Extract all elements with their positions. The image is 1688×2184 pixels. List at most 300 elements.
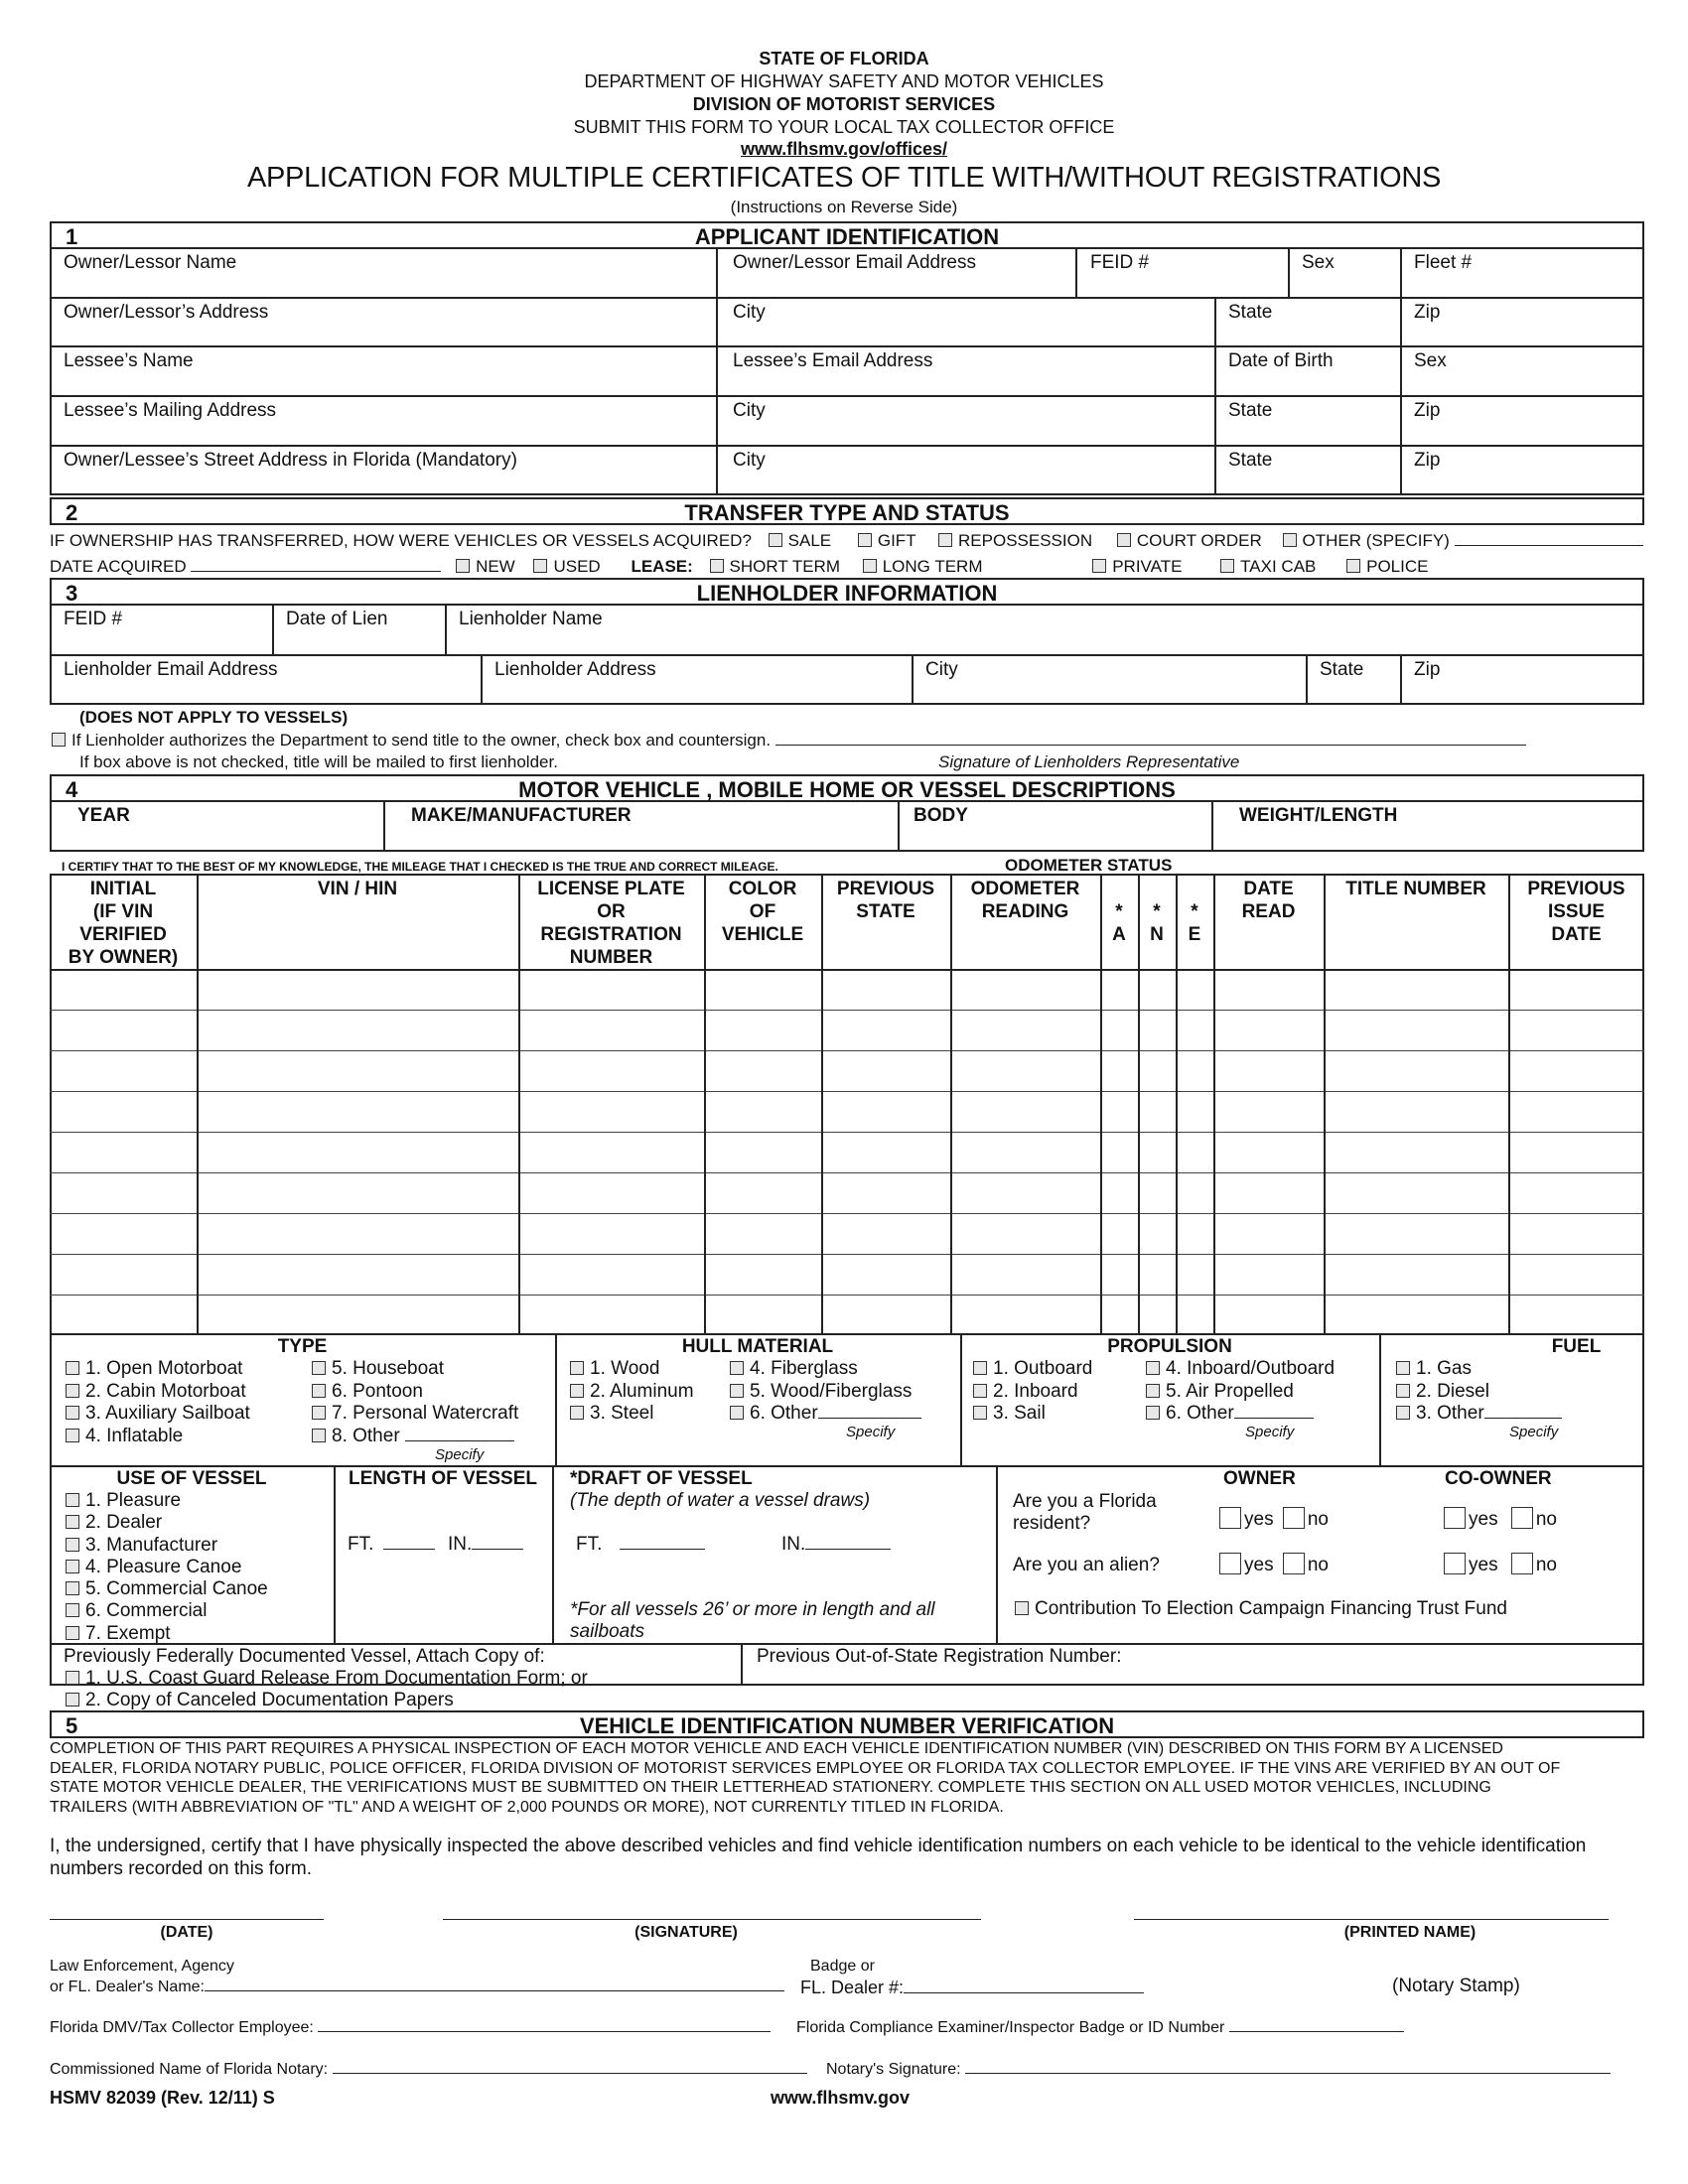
checkbox[interactable] xyxy=(66,1581,79,1595)
form-subtitle: (Instructions on Reverse Side) xyxy=(730,198,958,216)
use-option[interactable] xyxy=(66,1600,268,1622)
propulsion-specify-caption: Specify xyxy=(1245,1424,1295,1440)
printed-name-line[interactable] xyxy=(1134,1919,1609,1920)
owner-alien-options xyxy=(1219,1553,1329,1576)
florida-resident-question xyxy=(1013,1491,1157,1535)
police-checkbox[interactable] xyxy=(1346,559,1360,573)
checkbox[interactable] xyxy=(1146,1361,1160,1375)
type-option[interactable] xyxy=(66,1358,250,1381)
owner-alien-yes-checkbox[interactable] xyxy=(1219,1553,1241,1574)
propulsion-option[interactable] xyxy=(1146,1381,1335,1404)
coowner-resident-yes-checkbox[interactable] xyxy=(1444,1507,1466,1529)
col-text: PREVIOUS xyxy=(836,879,935,899)
propulsion-list-right xyxy=(1146,1358,1335,1426)
col-text: OR xyxy=(597,901,626,922)
fuel-specify-caption: Specify xyxy=(1509,1424,1559,1440)
draft-heading: *DRAFT OF VESSEL xyxy=(570,1468,753,1489)
checkbox[interactable] xyxy=(66,1671,79,1685)
hull-option[interactable] xyxy=(730,1358,921,1381)
propulsion-option[interactable] xyxy=(973,1403,1092,1426)
option-label: 5. Wood/Fiberglass xyxy=(750,1380,913,1402)
notary-signature-row xyxy=(826,2061,1611,2079)
coowner-resident-options xyxy=(1444,1507,1557,1531)
fuel-option[interactable] xyxy=(1396,1381,1562,1404)
taxi-cab-label: TAXI CAB xyxy=(1240,557,1317,576)
section-5-header xyxy=(50,1710,1644,1738)
used-label: USED xyxy=(553,557,601,576)
checkbox[interactable] xyxy=(730,1406,744,1420)
other-label: OTHER (SPECIFY) xyxy=(1302,531,1450,550)
col-text: PREVIOUS xyxy=(1527,879,1625,899)
owner-feid-field[interactable]: FEID # xyxy=(1090,252,1150,273)
col-text: N xyxy=(1150,924,1164,945)
col-text: VEHICLE xyxy=(721,924,804,945)
checkbox[interactable] xyxy=(312,1361,326,1375)
law-enforcement-label: Law Enforcement, Agency xyxy=(50,1958,234,1975)
dmv-employee-row xyxy=(50,2019,771,2037)
col-text: READING xyxy=(981,901,1069,922)
weight-field[interactable]: WEIGHT/LENGTH xyxy=(1239,805,1398,826)
certify-statement xyxy=(50,1835,1586,1880)
co-owner-heading: CO-OWNER xyxy=(1445,1468,1552,1489)
col-text: DATE xyxy=(1243,879,1294,899)
option-label: 1. Outboard xyxy=(993,1358,1093,1379)
use-option[interactable] xyxy=(66,1512,268,1534)
signature-caption-s5: (SIGNATURE) xyxy=(634,1924,738,1941)
coowner-resident-no-checkbox[interactable] xyxy=(1511,1507,1533,1529)
alien-question: Are you an alien? xyxy=(1013,1555,1160,1575)
florida-street-field[interactable]: Owner/Lessee’s Street Address in Florida (Mandatory) xyxy=(64,450,517,471)
authorize-checkbox[interactable] xyxy=(52,733,66,747)
dealer-number-line[interactable] xyxy=(904,1992,1144,1993)
option-label: 1. Gas xyxy=(1416,1358,1472,1379)
lienholder-city-field[interactable]: City xyxy=(925,659,958,680)
header-department: DEPARTMENT OF HIGHWAY SAFETY AND MOTOR VEHICLES xyxy=(584,71,1104,91)
checkbox[interactable] xyxy=(1146,1406,1160,1420)
col-text: VIN / HIN xyxy=(317,879,398,899)
coowner-alien-yes-checkbox[interactable] xyxy=(1444,1553,1466,1574)
checkbox[interactable] xyxy=(66,1693,79,1706)
hull-other-line[interactable] xyxy=(818,1418,921,1419)
option-label: 1. U.S. Coast Guard Release From Documentation Form; or xyxy=(85,1668,588,1689)
paragraph-line: COMPLETION OF THIS PART REQUIRES A PHYSICAL INSPECTION OF EACH MOTOR VEHICLE AND EACH VEHICLE IDENTIFICATION NUMBER (VIN) DESCRIBED ON THIS FORM BY A LICENSED xyxy=(50,1740,1503,1757)
section-number: 5 xyxy=(66,1713,78,1738)
prev-registration-field[interactable]: Previous Out-of-State Registration Number: xyxy=(757,1646,1122,1667)
checkbox[interactable] xyxy=(973,1406,987,1420)
vehicle-detail-table xyxy=(50,874,1644,1335)
authorize-text: If Lienholder authorizes the Department to send title to the owner, check box and countersign. xyxy=(71,731,772,750)
hull-list-left xyxy=(570,1358,694,1426)
draft-ft-input[interactable] xyxy=(620,1549,705,1550)
option-label: 7. Personal Watercraft xyxy=(332,1403,519,1424)
length-ft-input[interactable] xyxy=(383,1549,435,1550)
acquired-question-text: IF OWNERSHIP HAS TRANSFERRED, HOW WERE VEHICLES OR VESSELS ACQUIRED? xyxy=(50,531,752,550)
private-checkbox[interactable] xyxy=(1092,559,1106,573)
lessee-city-field[interactable]: City xyxy=(733,400,766,421)
long-term-label: LONG TERM xyxy=(882,557,983,576)
propulsion-option[interactable] xyxy=(973,1381,1092,1404)
documented-list xyxy=(66,1668,588,1711)
col-plate xyxy=(518,878,704,969)
col-text: A xyxy=(1112,924,1126,945)
year-field[interactable]: YEAR xyxy=(77,805,130,826)
use-heading: USE OF VESSEL xyxy=(116,1468,267,1489)
coowner-alien-options xyxy=(1444,1553,1557,1576)
checkbox[interactable] xyxy=(312,1429,326,1442)
checkbox[interactable] xyxy=(1396,1406,1410,1420)
verification-paragraph xyxy=(50,1739,1560,1817)
short-term-checkbox[interactable] xyxy=(710,559,724,573)
notary-name-label: Commissioned Name of Florida Notary: xyxy=(50,2061,329,2078)
make-field[interactable]: MAKE/MANUFACTURER xyxy=(411,805,632,826)
new-label: NEW xyxy=(476,557,515,576)
lienholder-zip-field[interactable]: Zip xyxy=(1414,659,1441,680)
option-label: 4. Pleasure Canoe xyxy=(85,1556,242,1577)
col-text: ISSUE xyxy=(1547,901,1606,922)
option-label: 1. Open Motorboat xyxy=(85,1358,243,1379)
countersign-line[interactable] xyxy=(775,745,1526,746)
certify-line: I, the undersigned, certify that I have physically inspected the above described vehicles and find vehicle identification numbers on each vehicle to be identical to the vehicle identification xyxy=(50,1836,1587,1856)
option-label: 2. Diesel xyxy=(1416,1380,1489,1402)
section-title: TRANSFER TYPE AND STATUS xyxy=(684,500,1010,525)
owner-city-field[interactable]: City xyxy=(733,302,766,323)
draft-ft-label: FT. xyxy=(576,1534,603,1555)
vehicle-summary-grid xyxy=(50,800,1644,852)
lessee-mailing-field[interactable]: Lessee’s Mailing Address xyxy=(64,400,277,421)
option-label: 2. Copy of Canceled Documentation Papers xyxy=(85,1690,454,1710)
draft-fields xyxy=(576,1534,891,1556)
no-label: no xyxy=(1535,1555,1557,1575)
date-acquired-line[interactable] xyxy=(191,571,441,572)
checkbox[interactable] xyxy=(973,1384,987,1398)
owner-resident-yes-checkbox[interactable] xyxy=(1219,1507,1241,1529)
checkbox[interactable] xyxy=(66,1626,79,1640)
use-option[interactable] xyxy=(66,1578,268,1600)
footer-url[interactable]: www.flhsmv.gov xyxy=(771,2088,911,2108)
form-number: HSMV 82039 (Rev. 12/11) S xyxy=(50,2088,275,2108)
col-exempt xyxy=(1176,900,1213,946)
section-number: 4 xyxy=(66,777,78,802)
header-division: DIVISION OF MOTORIST SERVICES xyxy=(692,94,996,114)
compliance-row xyxy=(796,2019,1404,2037)
other-checkbox[interactable] xyxy=(1283,533,1297,547)
col-text: INITIAL xyxy=(89,879,157,899)
checkbox[interactable] xyxy=(66,1515,79,1529)
body-field[interactable]: BODY xyxy=(914,805,968,826)
option-label: 4. Inflatable xyxy=(85,1425,184,1446)
length-ft-label: FT. xyxy=(348,1534,374,1555)
lessee-name-field[interactable]: Lessee’s Name xyxy=(64,350,194,371)
option-label: 6. Other xyxy=(750,1403,818,1424)
signature-line[interactable] xyxy=(443,1919,981,1920)
compliance-line[interactable] xyxy=(1229,2031,1404,2032)
option-label: 3. Auxiliary Sailboat xyxy=(85,1403,250,1424)
date-of-lien-field[interactable]: Date of Lien xyxy=(286,609,388,629)
propulsion-option[interactable] xyxy=(1146,1358,1335,1381)
checkbox[interactable] xyxy=(66,1361,79,1375)
short-term-label: SHORT TERM xyxy=(729,557,840,576)
lessee-email-field[interactable]: Lessee’s Email Address xyxy=(733,350,933,371)
col-not-actual xyxy=(1138,900,1176,946)
gift-label: GIFT xyxy=(877,531,916,550)
hull-specify-caption: Specify xyxy=(846,1424,896,1440)
court-order-label: COURT ORDER xyxy=(1136,531,1262,550)
florida-zip-field[interactable]: Zip xyxy=(1414,450,1441,471)
repossession-checkbox[interactable] xyxy=(938,533,952,547)
campaign-contribution-label: Contribution To Election Campaign Financing Trust Fund xyxy=(1035,1598,1507,1619)
hull-option[interactable] xyxy=(730,1403,921,1426)
section-number: 3 xyxy=(66,581,78,606)
owner-name-field[interactable]: Owner/Lessor Name xyxy=(64,252,237,273)
no-label: no xyxy=(1535,1509,1557,1530)
notary-name-line[interactable] xyxy=(333,2073,807,2074)
sale-checkbox[interactable] xyxy=(769,533,782,547)
dmv-employee-label: Florida DMV/Tax Collector Employee: xyxy=(50,2019,314,2036)
draft-description: (The depth of water a vessel draws) xyxy=(570,1490,871,1511)
dmv-employee-line[interactable] xyxy=(318,2031,771,2032)
checkbox[interactable] xyxy=(66,1384,79,1398)
no-label: no xyxy=(1307,1555,1329,1575)
checkbox[interactable] xyxy=(66,1560,79,1573)
section-1-header xyxy=(50,221,1644,249)
type-option[interactable] xyxy=(66,1426,250,1448)
florida-state-field[interactable]: State xyxy=(1228,450,1273,471)
paragraph-line: DEALER, FLORIDA NOTARY PUBLIC, POLICE OFFICER, FLORIDA DIVISION OF MOTORIST SERVICES EMPLOYEE OR FLORIDA TAX COLLECTOR EMPLOYEE. IF THE VINS ARE VERIFIED BY AN OUT OF xyxy=(50,1759,1561,1777)
dealer-name-label: or FL. Dealer's Name: xyxy=(50,1979,205,1995)
documented-option[interactable] xyxy=(66,1668,588,1690)
lessee-sex-field[interactable]: Sex xyxy=(1414,350,1447,371)
florida-city-field[interactable]: City xyxy=(733,450,766,471)
hull-option[interactable] xyxy=(570,1358,694,1381)
section-number: 1 xyxy=(66,224,78,249)
certify-line: numbers recorded on this form. xyxy=(50,1858,313,1879)
dealer-name-row xyxy=(50,1979,784,1996)
option-label: 4. Fiberglass xyxy=(750,1358,858,1379)
date-caption: (DATE) xyxy=(160,1924,213,1941)
gift-checkbox[interactable] xyxy=(858,533,872,547)
checkbox[interactable] xyxy=(1396,1384,1410,1398)
type-list-right xyxy=(312,1358,518,1447)
length-in-input[interactable] xyxy=(472,1549,523,1550)
col-odometer xyxy=(950,878,1100,923)
fuel-heading: FUEL xyxy=(1551,1336,1602,1357)
col-text: BY OWNER) xyxy=(68,947,179,968)
checkbox[interactable] xyxy=(66,1603,79,1617)
checkbox[interactable] xyxy=(312,1384,326,1398)
hull-option[interactable] xyxy=(570,1403,694,1426)
dealer-number-row xyxy=(800,1978,1144,1998)
col-text: OF xyxy=(749,901,776,922)
checkbox[interactable] xyxy=(973,1361,987,1375)
hull-option[interactable] xyxy=(570,1381,694,1404)
col-initial xyxy=(50,878,197,969)
option-label: 8. Other xyxy=(332,1425,400,1446)
checkbox[interactable] xyxy=(66,1429,79,1442)
paragraph-line: TRAILERS (WITH ABBREVIATION OF "TL" AND A WEIGHT OF 2,000 POUNDS OR MORE), NOT CURRENTLY TITLED IN FLORIDA. xyxy=(50,1798,1004,1816)
owner-address-field[interactable]: Owner/Lessor’s Address xyxy=(64,302,269,323)
owner-resident-no-checkbox[interactable] xyxy=(1283,1507,1305,1529)
fuel-option[interactable] xyxy=(1396,1403,1562,1426)
paragraph-line: STATE MOTOR VEHICLE DEALER, THE VERIFICATIONS MUST BE SUBMITTED ON THEIR LETTERHEAD STATIONERY. COMPLETE THIS SECTION ON ALL USED MOTOR VEHICLES, INCLUDING xyxy=(50,1779,1491,1796)
col-date-read xyxy=(1213,878,1324,923)
checkbox[interactable] xyxy=(570,1406,584,1420)
option-label: 5. Houseboat xyxy=(332,1358,445,1379)
checkbox[interactable] xyxy=(730,1361,744,1375)
use-option[interactable] xyxy=(66,1623,268,1645)
new-checkbox[interactable] xyxy=(456,559,470,573)
fuel-option[interactable] xyxy=(1396,1358,1562,1381)
type-option[interactable] xyxy=(66,1403,250,1426)
lienholder-name-field[interactable]: Lienholder Name xyxy=(459,609,603,629)
fleet-number-field[interactable]: Fleet # xyxy=(1414,252,1473,273)
fuel-other-line[interactable] xyxy=(1484,1418,1562,1419)
court-order-checkbox[interactable] xyxy=(1117,533,1131,547)
col-text: NUMBER xyxy=(569,947,653,968)
option-label: 1. Pleasure xyxy=(85,1490,182,1511)
type-other-line[interactable] xyxy=(405,1440,514,1441)
length-heading: LENGTH OF VESSEL xyxy=(348,1468,538,1489)
col-text: * xyxy=(1191,901,1198,922)
header-submit: SUBMIT THIS FORM TO YOUR LOCAL TAX COLLECTOR OFFICE xyxy=(573,117,1115,137)
hull-option[interactable] xyxy=(730,1381,921,1404)
long-term-checkbox[interactable] xyxy=(863,559,877,573)
sale-label: SALE xyxy=(787,531,832,550)
dealer-name-line[interactable] xyxy=(205,1990,784,1991)
checkbox[interactable] xyxy=(1396,1361,1410,1375)
draft-note: *For all vessels 26’ or more in length and all sailboats xyxy=(570,1599,935,1642)
question-text: Are you a Florida xyxy=(1013,1491,1157,1512)
yes-label: yes xyxy=(1469,1509,1498,1530)
other-specify-line[interactable] xyxy=(1455,545,1643,546)
dealer-number-label: FL. Dealer #: xyxy=(800,1978,905,1997)
lessee-zip-field[interactable]: Zip xyxy=(1414,400,1441,421)
header-url[interactable]: www.flhsmv.gov/offices/ xyxy=(740,139,948,159)
checkbox[interactable] xyxy=(66,1538,79,1552)
option-label: 3. Manufacturer xyxy=(85,1534,218,1556)
acquired-question xyxy=(50,531,1643,551)
police-label: POLICE xyxy=(1366,557,1429,576)
option-label: 6. Other xyxy=(1166,1403,1234,1424)
campaign-contribution-checkbox[interactable] xyxy=(1015,1601,1029,1615)
col-text: * xyxy=(1115,901,1123,922)
lease-label: LEASE: xyxy=(631,557,693,576)
taxi-cab-checkbox[interactable] xyxy=(1220,559,1234,573)
col-prev-state xyxy=(821,878,950,923)
coowner-alien-no-checkbox[interactable] xyxy=(1511,1553,1533,1574)
owner-alien-no-checkbox[interactable] xyxy=(1283,1553,1305,1574)
printed-name-caption: (PRINTED NAME) xyxy=(1343,1924,1477,1941)
notary-stamp-label: (Notary Stamp) xyxy=(1392,1976,1520,1996)
propulsion-option[interactable] xyxy=(1146,1403,1335,1426)
lienholder-address-field[interactable]: Lienholder Address xyxy=(494,659,656,680)
option-label: 5. Air Propelled xyxy=(1166,1380,1294,1402)
draft-in-input[interactable] xyxy=(805,1549,891,1550)
use-option[interactable] xyxy=(66,1535,268,1557)
col-title-number xyxy=(1324,878,1508,900)
col-text: (IF VIN xyxy=(92,901,154,922)
section-3-header xyxy=(50,578,1644,606)
date-acquired-label: DATE ACQUIRED xyxy=(50,557,187,576)
used-checkbox[interactable] xyxy=(533,559,547,573)
owner-zip-field[interactable]: Zip xyxy=(1414,302,1441,323)
odometer-status-label: ODOMETER STATUS xyxy=(1005,856,1173,875)
propulsion-list-left xyxy=(973,1358,1092,1426)
date-line[interactable] xyxy=(50,1919,324,1920)
col-text: * xyxy=(1153,901,1161,922)
option-label: 3. Other xyxy=(1416,1403,1484,1424)
checkbox[interactable] xyxy=(312,1406,326,1420)
authorize-row xyxy=(52,731,1526,751)
notary-signature-line[interactable] xyxy=(965,2073,1611,2074)
documented-option[interactable] xyxy=(66,1690,588,1711)
not-checked-note: If box above is not checked, title will be mailed to first lienholder. xyxy=(79,752,558,771)
col-text: READ xyxy=(1241,901,1296,922)
lessee-dob-field[interactable]: Date of Birth xyxy=(1228,350,1334,371)
length-in-label: IN. xyxy=(447,1534,473,1555)
option-label: 2. Aluminum xyxy=(590,1380,694,1402)
lessee-state-field[interactable]: State xyxy=(1228,400,1273,421)
checkbox[interactable] xyxy=(1146,1384,1160,1398)
checkbox[interactable] xyxy=(66,1406,79,1420)
hull-list-right xyxy=(730,1358,921,1426)
no-label: no xyxy=(1307,1509,1329,1530)
use-option[interactable] xyxy=(66,1490,268,1512)
draft-in-label: IN. xyxy=(780,1534,806,1555)
yes-label: yes xyxy=(1244,1509,1274,1530)
type-option[interactable] xyxy=(312,1426,518,1448)
length-fields xyxy=(348,1534,523,1556)
section-2-header xyxy=(50,497,1644,525)
lien-feid-field[interactable]: FEID # xyxy=(64,609,123,629)
owner-resident-options xyxy=(1219,1507,1329,1531)
col-text: LICENSE PLATE xyxy=(537,879,685,899)
type-option[interactable] xyxy=(312,1381,518,1404)
option-label: 7. Exempt xyxy=(85,1622,171,1644)
lienholder-email-field[interactable]: Lienholder Email Address xyxy=(64,659,278,680)
propulsion-other-line[interactable] xyxy=(1234,1418,1314,1419)
col-text: DATE xyxy=(1551,924,1602,945)
owner-heading: OWNER xyxy=(1223,1468,1296,1489)
owner-email-field[interactable]: Owner/Lessor Email Address xyxy=(733,252,976,273)
owner-state-field[interactable]: State xyxy=(1228,302,1273,323)
checkbox[interactable] xyxy=(570,1384,584,1398)
use-option[interactable] xyxy=(66,1557,268,1578)
checkbox[interactable] xyxy=(570,1361,584,1375)
fuel-list xyxy=(1396,1358,1562,1426)
checkbox[interactable] xyxy=(730,1384,744,1398)
checkbox[interactable] xyxy=(66,1493,79,1507)
lienholder-state-field[interactable]: State xyxy=(1320,659,1364,680)
type-option[interactable] xyxy=(312,1403,518,1426)
propulsion-option[interactable] xyxy=(973,1358,1092,1381)
yes-label: yes xyxy=(1469,1555,1498,1575)
repossession-label: REPOSSESSION xyxy=(958,531,1093,550)
col-text: E xyxy=(1188,924,1201,945)
question-text: resident? xyxy=(1013,1513,1091,1534)
owner-sex-field[interactable]: Sex xyxy=(1302,252,1335,273)
type-option[interactable] xyxy=(66,1381,250,1404)
use-list xyxy=(66,1490,268,1645)
col-vin xyxy=(197,878,518,900)
option-label: 1. Wood xyxy=(590,1358,660,1379)
notary-name-row xyxy=(50,2061,807,2079)
section-title: LIENHOLDER INFORMATION xyxy=(696,581,998,606)
type-option[interactable] xyxy=(312,1358,518,1381)
section-title: MOTOR VEHICLE , MOBILE HOME OR VESSEL DESCRIPTIONS xyxy=(518,777,1176,802)
option-label: 2. Cabin Motorboat xyxy=(85,1380,246,1402)
option-label: 6. Commercial xyxy=(85,1600,208,1622)
col-actual xyxy=(1100,900,1138,946)
